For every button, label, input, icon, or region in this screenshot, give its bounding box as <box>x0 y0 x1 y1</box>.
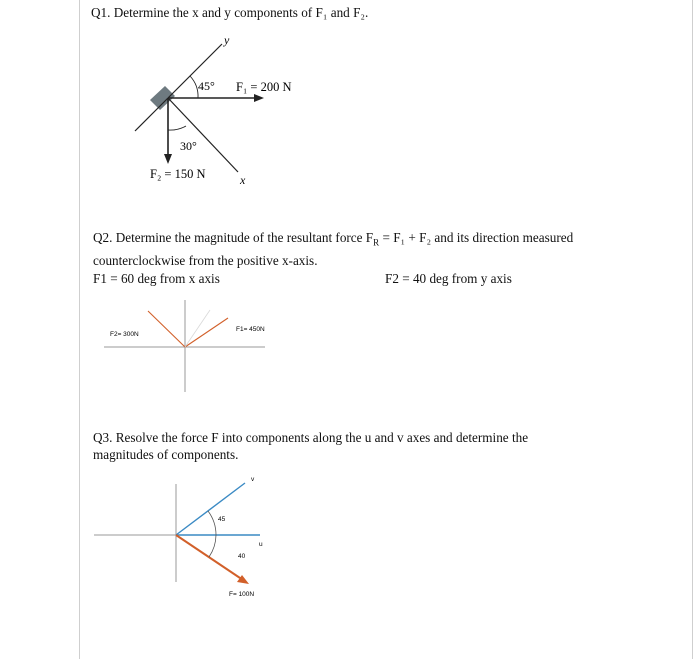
q2-line1-rest: = F₁ + F₂ and its direction measured <box>379 230 574 245</box>
q3-v-axis <box>176 483 245 535</box>
q2-f1-label: F1= 450N <box>236 326 265 333</box>
q2-line1: Q2. Determine the magnitude of the resultant force F <box>93 230 374 245</box>
q3-line1: Q3. Resolve the force F into components along the u and v axes and determine the <box>93 430 529 445</box>
q2-f2-info: F2 = 40 deg from y axis <box>385 271 512 286</box>
q2-f2-label: F2= 300N <box>110 331 139 338</box>
q3-u-label: u <box>259 541 263 548</box>
q3-v-label: v <box>251 476 255 483</box>
q2-f1-info: F1 = 60 deg from x axis <box>93 271 220 286</box>
q3-arc-45 <box>208 511 216 535</box>
q2-sub-r: R <box>373 237 380 248</box>
q3-force-line <box>176 535 243 580</box>
q3-line2: magnitudes of components. <box>93 447 239 462</box>
q2-line2: counterclockwise from the positive x-axis. <box>93 252 318 268</box>
angle-30-label: 30° <box>180 139 197 153</box>
y-axis-label: y <box>224 33 230 47</box>
question-1-text: Q1. Determine the x and y components of F₁ and F₂. <box>91 5 369 20</box>
f1-label: F₁ = 200 N <box>236 80 292 94</box>
q3-arc-40 <box>209 535 216 557</box>
q3-angle-40-label: 40 <box>238 553 246 560</box>
f2-label: F₂ = 150 N <box>150 167 206 181</box>
q3-force-label: F= 100N <box>229 591 255 598</box>
q3-angle-45-label: 45 <box>218 516 226 523</box>
x-axis-label: x <box>240 173 246 187</box>
angle-45-label: 45° <box>198 79 215 93</box>
